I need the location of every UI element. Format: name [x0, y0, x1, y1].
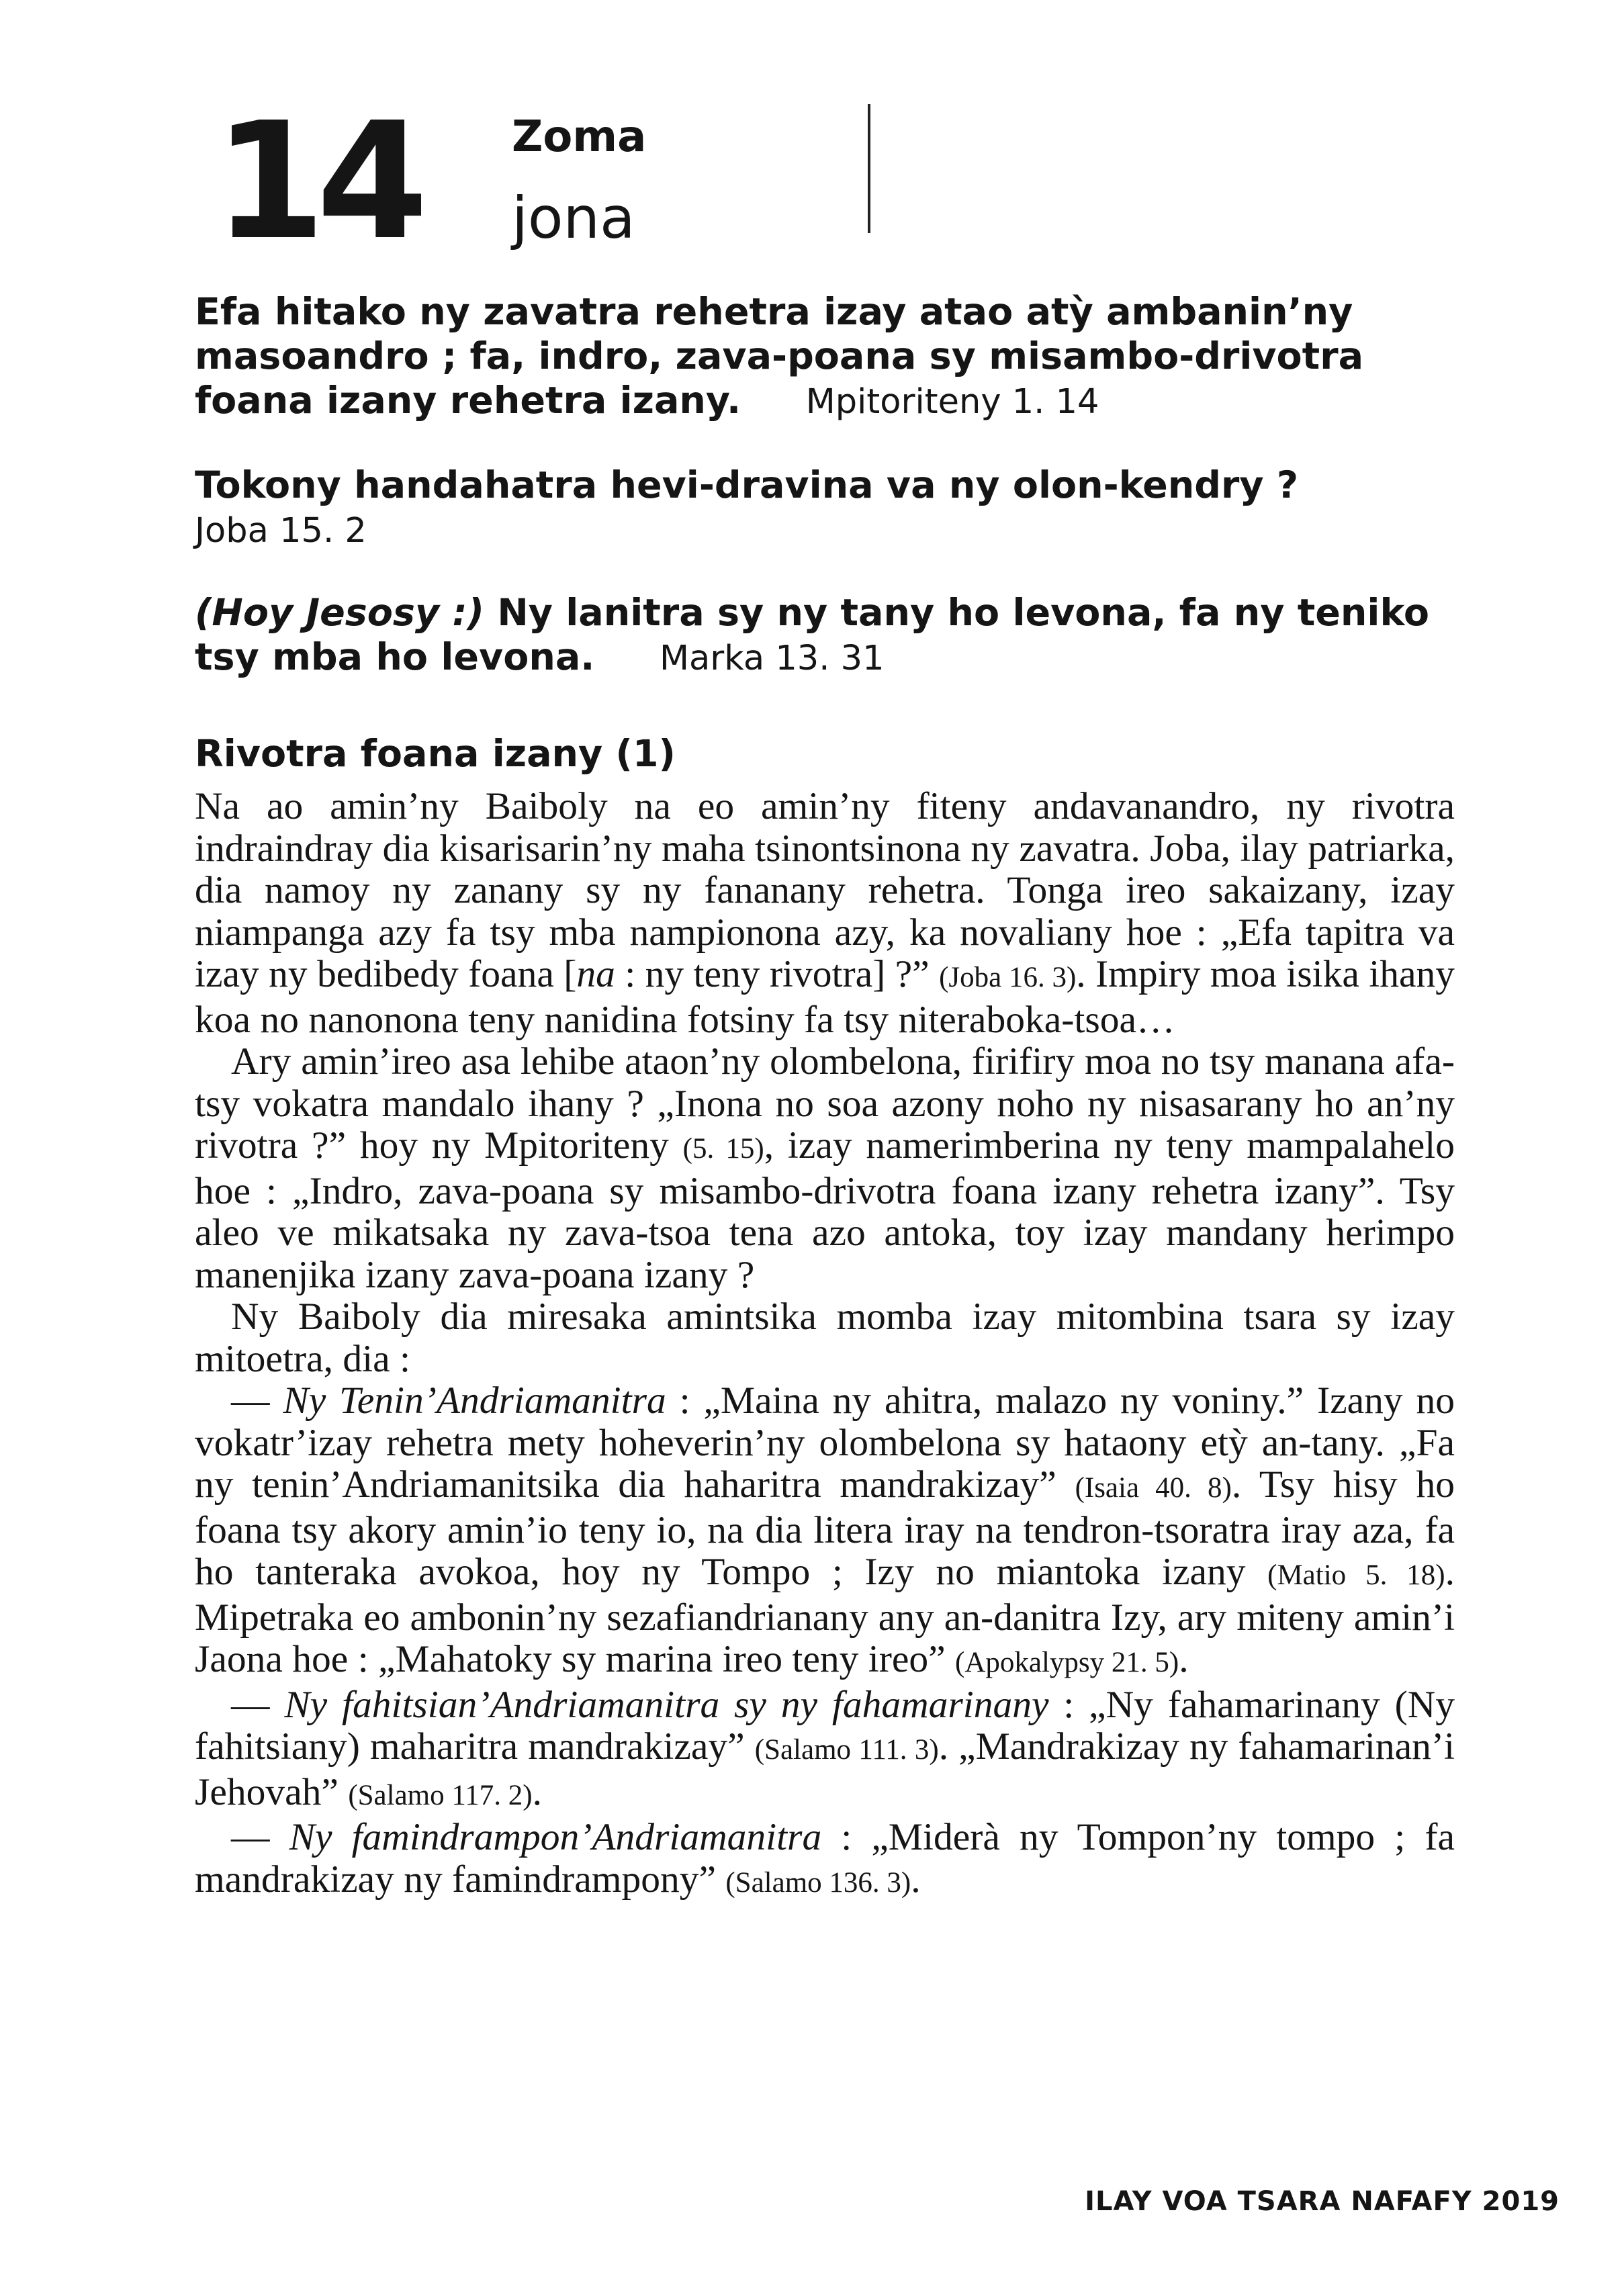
- month-label: jona: [512, 185, 635, 252]
- bible-reference: (Apokalypsy 21. 5): [955, 1647, 1179, 1678]
- verse-reference: Joba 15. 2: [195, 511, 367, 551]
- bible-reference: (Matio 5. 18): [1267, 1559, 1445, 1591]
- section-title: Rivotra foana izany (1): [195, 732, 676, 776]
- verse-reference: Mpitoriteny 1. 14: [805, 382, 1099, 422]
- header-divider: [868, 104, 870, 233]
- bible-reference: (Salamo 111. 3): [754, 1734, 939, 1766]
- verse-text: Efa hitako ny zavatra rehetra izay atao atỳ ambanin’ny masoandro ; fa, indro, zava-poana sy misambo-drivotra foana izany rehetra izany.: [195, 290, 1364, 422]
- bible-reference: (Isaia 40. 8): [1075, 1472, 1232, 1504]
- day-number: 14: [214, 87, 419, 275]
- paragraph: Ny Baiboly dia miresaka amintsika momba izay mitombina tsara sy izay mitoetra, dia :: [195, 1295, 1455, 1380]
- paragraph: — Ny fahitsian’Andriamanitra sy ny fahamarinany : „Ny fahamarinany (Ny fahitsiany) maharitra mandrakizay” (Salamo 111. 3). „Mandrakizay ny fahamarinan’i Jehovah” (Salamo 117. 2).: [195, 1683, 1455, 1813]
- paragraph: Na ao amin’ny Baiboly na eo amin’ny fiteny andavanandro, ny rivotra indraindray dia kisarisarin’ny maha tsinontsinona ny zavatra. Joba, ilay patriarka, dia namoy ny zanany sy ny fananany rehetra. Tonga ireo sakaizany, izay niampanga azy fa tsy mba nampionona azy, ka novaliany hoe : „Efa tapitra va izay ny bedibedy foana [na : ny teny rivotra] ?” (Joba 16. 3). Impiry moa isika ihany koa no nanonona teny nanidina fotsiny fa tsy niteraboka-tsoa…: [195, 785, 1455, 1041]
- verse-reference: Marka 13. 31: [660, 639, 885, 678]
- paragraph: Ary amin’ireo asa lehibe ataon’ny olombelona, firifiry moa no tsy manana afa-tsy vokatra mandalo ihany ? „Inona no soa azony noho ny nisasarany ho an’ny rivotra ?” hoy ny Mpitoriteny (5. 15), izay namerimberina ny teny mampalahelo hoe : „Indro, zava-poana sy misambo-drivotra foana izany rehetra izany”. Tsy aleo ve mikatsaka ny zava-tsoa tena azo antoka, toy izay mandany herimpo manenjika izany zava-poana izany ?: [195, 1040, 1455, 1296]
- meditation-body: [195, 786, 1455, 1904]
- verse-text: Ny lanitra sy ny tany ho levona, fa ny teniko tsy mba ho levona.: [195, 591, 1429, 679]
- verse-speaker: (Hoy Jesosy :): [195, 591, 484, 635]
- verse-2: [195, 463, 1455, 553]
- verse-text: Tokony handahatra hevi-dravina va ny olon-kendry ?: [195, 463, 1299, 507]
- bible-reference: (Salamo 117. 2): [348, 1779, 533, 1811]
- verse-1: [195, 290, 1455, 424]
- bible-reference: (Salamo 136. 3): [725, 1866, 911, 1899]
- verse-3: [195, 591, 1455, 681]
- weekday-label: Zoma: [512, 112, 647, 162]
- bible-reference: (5. 15): [682, 1133, 764, 1165]
- bible-reference: (Joba 16. 3): [939, 962, 1077, 993]
- paragraph: — Ny Tenin’Andriamanitra : „Maina ny ahitra, malazo ny voniny.” Izany no vokatr’izay rehetra mety hoheverin’ny olombelona sy hataony etỳ an-tany. „Fa ny tenin’Andriamanitsika dia haharitra mandrakizay” (Isaia 40. 8). Tsy hisy ho foana tsy akory amin’io teny io, na dia litera iray na tendron-tsoratra iray aza, fa ho tanteraka avokoa, hoy ny Tompo ; Izy no miantoka izany (Matio 5. 18). Mipetraka eo ambonin’ny sezafiandrianany any an-danitra Izy, ary miteny amin’i Jaona hoe : „Mahatoky sy marina ireo teny ireo” (Apokalypsy 21. 5).: [195, 1379, 1455, 1680]
- footer-publication-title: ILAY VOA TSARA NAFAFY 2019: [1085, 2186, 1560, 2217]
- paragraph: — Ny famindrampon’Andriamanitra : „Miderà ny Tompon’ny tompo ; fa mandrakizay ny famindrampony” (Salamo 136. 3).: [195, 1816, 1455, 1901]
